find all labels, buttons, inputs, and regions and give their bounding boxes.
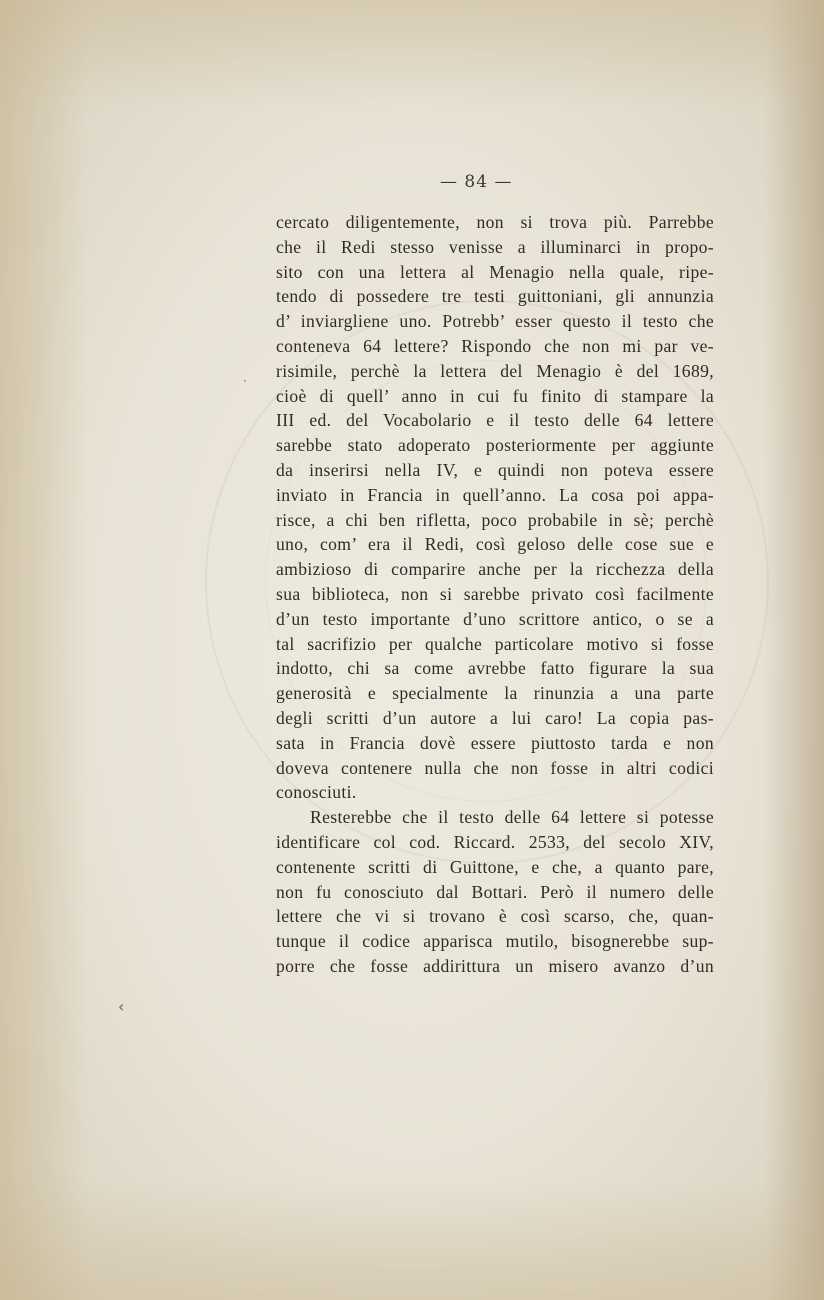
text-line: che il Redi stesso venisse a illuminarci in propo- <box>276 236 714 257</box>
text-line: degli scritti d’un autore a lui caro! La copia pas- <box>276 707 714 728</box>
page-edge-shadow-left <box>0 0 90 1300</box>
text-line: ambizioso di comparire anche per la ricchezza della <box>276 559 714 580</box>
page-number: — 84 — <box>440 172 513 192</box>
text-line: non fu conosciuto dal Bottari. Però il numero delle <box>276 881 714 902</box>
text-line: d’un testo importante d’uno scrittore antico, o se a <box>276 608 714 629</box>
text-line: risce, a chi ben rifletta, poco probabile in sè; perchè <box>276 509 714 530</box>
text-line: sarebbe stato adoperato posteriormente per aggiunte <box>276 435 714 456</box>
text-line: tal sacrifizio per qualche particolare motivo si fosse <box>276 633 714 654</box>
text-line: conteneva 64 lettere? Rispondo che non mi par ve- <box>276 335 714 356</box>
text-line: sua biblioteca, non si sarebbe privato così facilmente <box>276 583 714 604</box>
text-line: tendo di possedere tre testi guittoniani, gli annunzia <box>276 286 714 307</box>
page-edge-shadow-top <box>0 0 824 110</box>
text-line: uno, com’ era il Redi, così geloso delle cose sue e <box>276 534 714 555</box>
text-line: inviato in Francia in quell’anno. La cosa poi appa- <box>276 484 714 505</box>
text-line: identificare col cod. Riccard. 2533, del secolo XIV, <box>276 831 714 852</box>
page-edge-shadow-right <box>764 0 824 1300</box>
text-line: cioè di quell’ anno in cui fu finito di stampare la <box>276 385 714 406</box>
text-line: da inserirsi nella IV, e quindi non poteva essere <box>276 459 714 480</box>
text-line: sata in Francia dovè essere piuttosto tarda e non <box>276 732 714 753</box>
text-line: III ed. del Vocabolario e il testo delle 64 lettere <box>276 410 714 431</box>
text-line: porre che fosse addirittura un misero avanzo d’un <box>276 955 714 976</box>
paragraph-first-line: Resterebbe che il testo delle 64 lettere si potesse <box>310 807 714 828</box>
text-line: tunque il codice apparisca mutilo, bisognerebbe sup- <box>276 931 714 952</box>
text-line: doveva contenere nulla che non fosse in altri codici <box>276 757 714 778</box>
text-line: generosità e specialmente la rinunzia a una parte <box>276 683 714 704</box>
margin-angle-mark: ‹ <box>118 997 125 1016</box>
text-line: contenente scritti di Guittone, e che, a quanto pare, <box>276 856 714 877</box>
text-line: sito con una lettera al Menagio nella quale, ripe- <box>276 261 714 282</box>
text-line: indotto, chi sa come avrebbe fatto figurare la sua <box>276 658 714 679</box>
paragraph-last-line: conosciuti. <box>276 782 357 803</box>
text-line: cercato diligentemente, non si trova più. Parrebbe <box>276 212 714 232</box>
page-edge-shadow-bottom <box>0 1180 824 1300</box>
text-line: risimile, perchè la lettera del Menagio è del 1689, <box>276 360 714 381</box>
body-text <box>276 210 714 979</box>
text-line: lettere che vi si trovano è così scarso, che, quan- <box>276 906 714 927</box>
margin-dot-mark: · <box>243 374 247 388</box>
text-line: d’ inviargliene uno. Potrebb’ esser questo il testo che <box>276 311 714 332</box>
